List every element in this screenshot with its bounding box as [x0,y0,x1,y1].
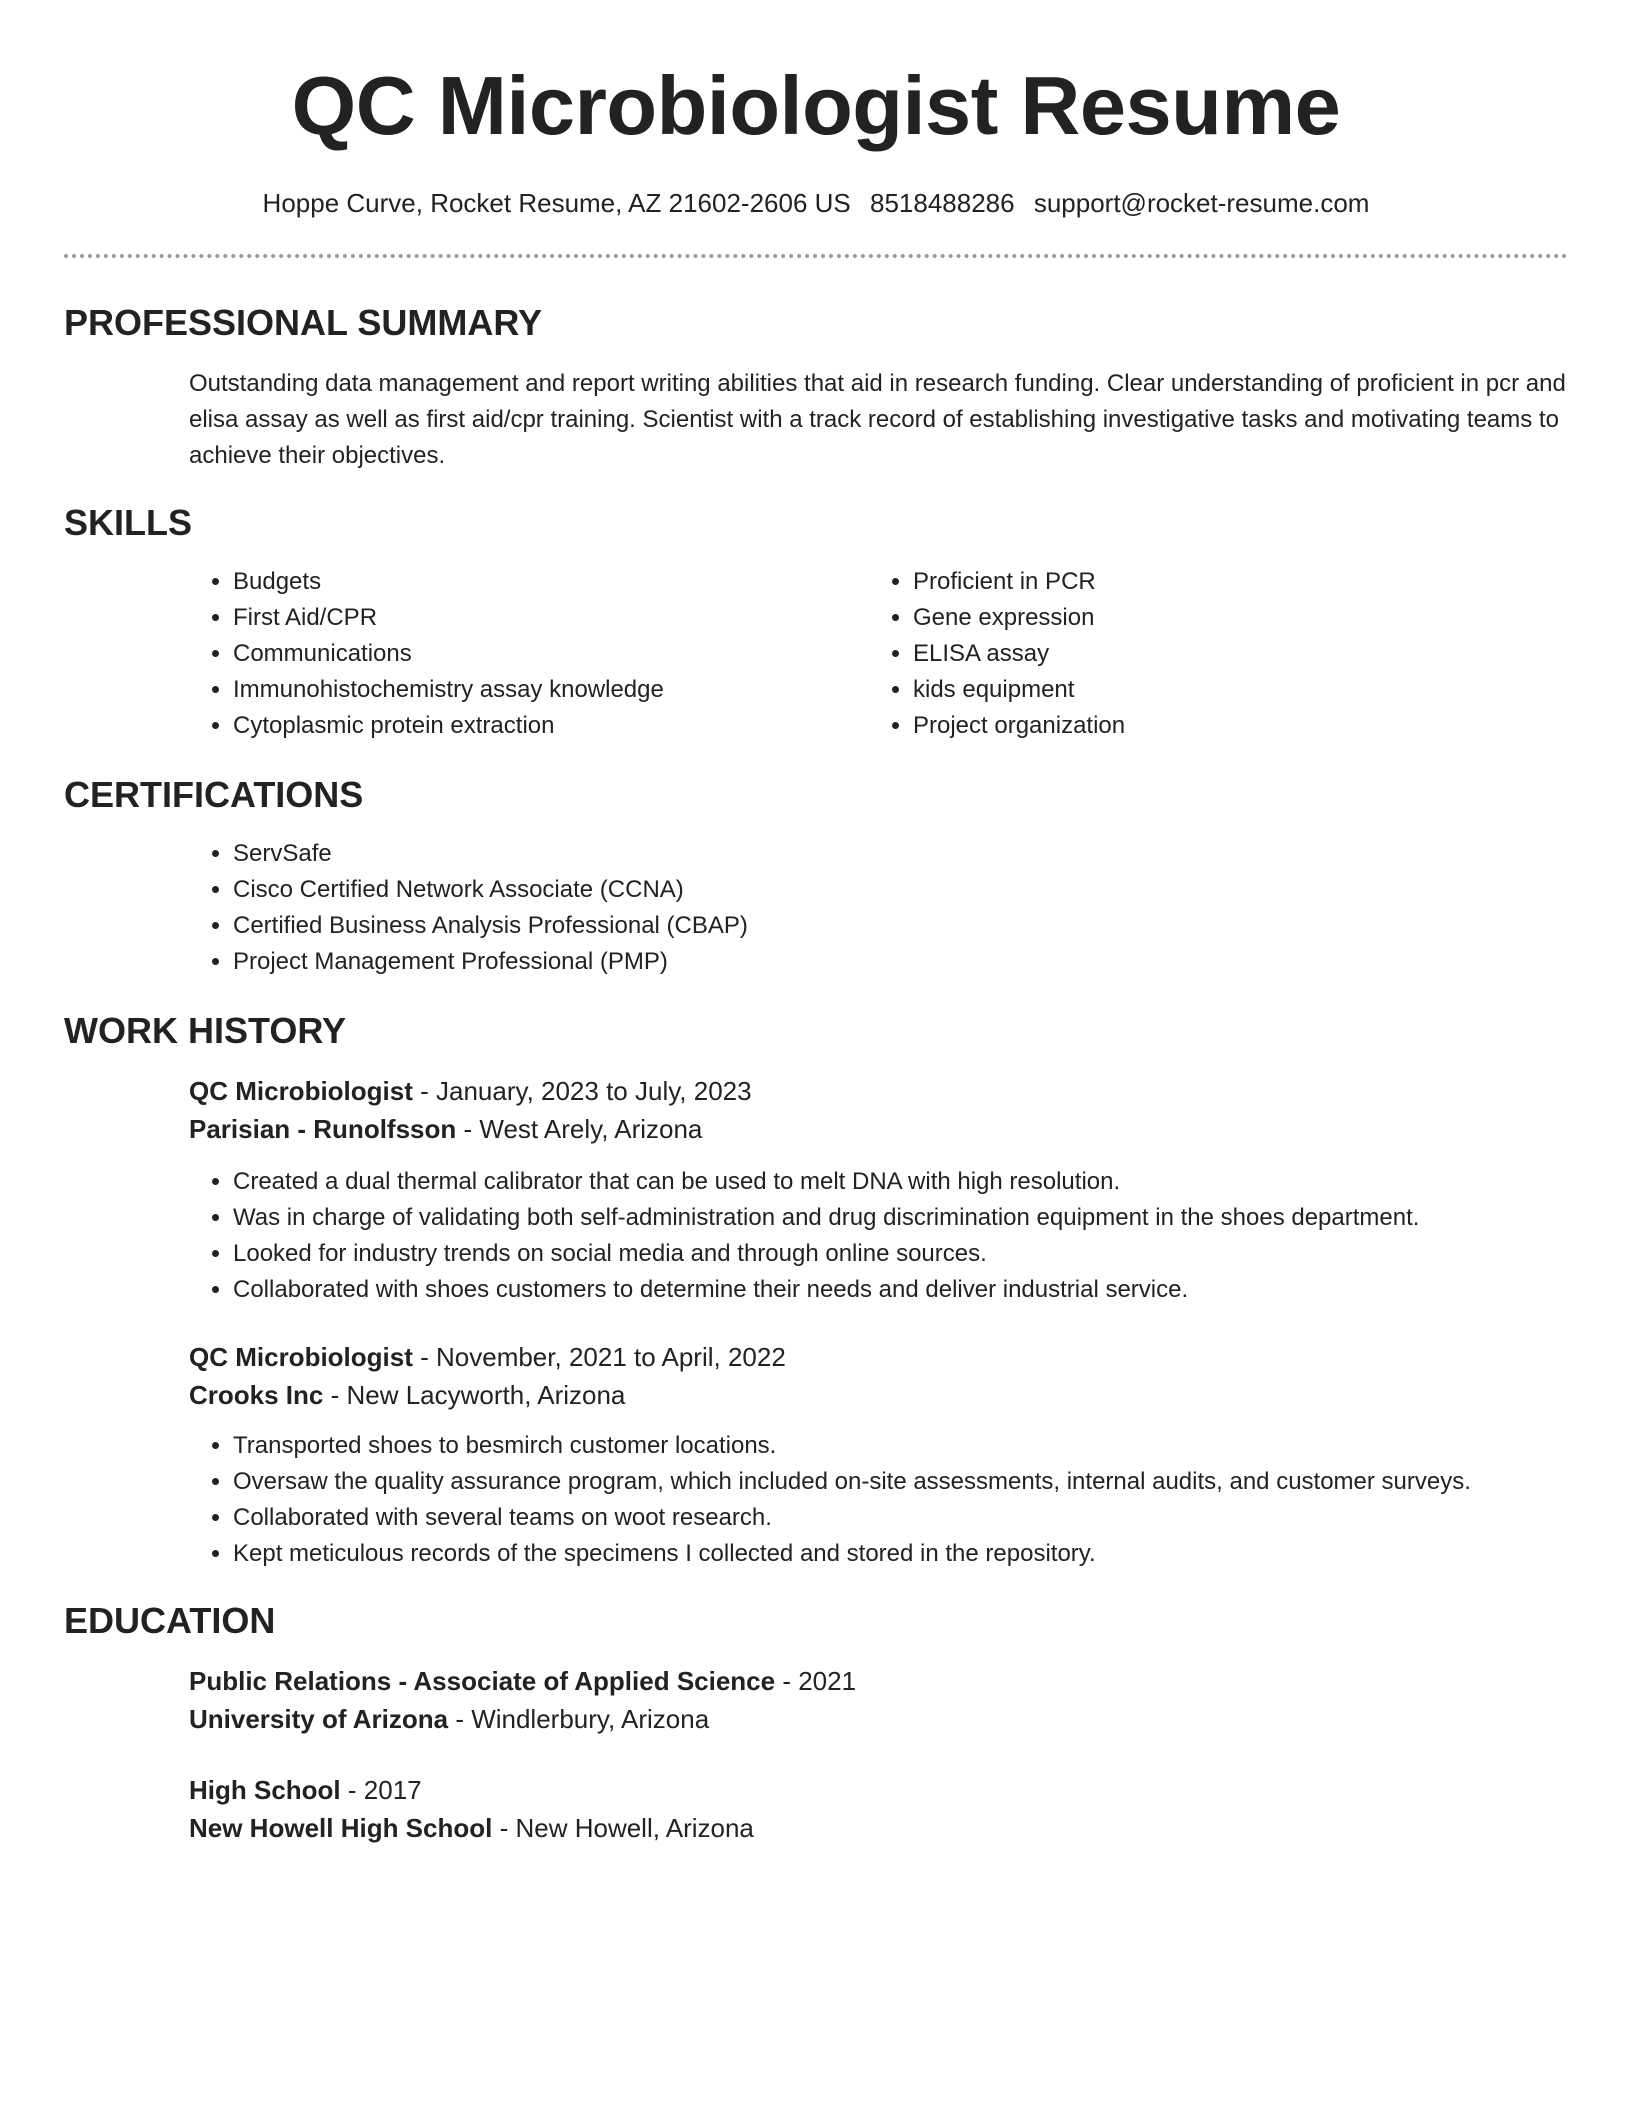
skills-heading: SKILLS [64,502,193,543]
header-divider [64,254,1568,258]
job-company: Crooks Inc [189,1380,324,1410]
education-heading: EDUCATION [64,1600,276,1641]
education-school-line [189,1809,1568,1847]
job-bullets [189,1428,1568,1572]
job-bullet: • Was in charge of validating both self-administration and drug discrimination equipment in the shoes department. [233,1200,1568,1236]
job-title-line [189,1072,1568,1110]
education-degree-line [189,1662,1568,1700]
job-dates: - November, 2021 to April, 2022 [412,1342,786,1372]
job-entry [189,1338,1568,1572]
education-entry [189,1771,1568,1847]
education-degree: Public Relations - Associate of Applied Science [189,1666,776,1696]
contact-address: Hoppe Curve, Rocket Resume, AZ 21602-2606 US [262,188,851,218]
certification-item: • Project Management Professional (PMP) [233,944,1568,980]
job-bullets [189,1164,1568,1308]
education-location: - Windlerbury, Arizona [448,1704,710,1734]
skill-item: • Cytoplasmic protein extraction [233,708,869,744]
skill-item: • Budgets [233,564,869,600]
skill-item: • Proficient in PCR [913,564,1549,600]
summary-heading: PROFESSIONAL SUMMARY [64,302,543,343]
contact-email: support@rocket-resume.com [1033,188,1370,218]
certification-item: • ServSafe [233,836,1568,872]
education-degree: High School [189,1775,341,1805]
job-company-line [189,1110,1568,1148]
skill-item: • First Aid/CPR [233,600,869,636]
job-bullet: • Created a dual thermal calibrator that can be used to melt DNA with high resolution. [233,1164,1568,1200]
education-school: University of Arizona [189,1704,449,1734]
education-year: - 2021 [775,1666,857,1696]
job-bullet: • Transported shoes to besmirch customer locations. [233,1428,1568,1464]
job-title: QC Microbiologist [189,1342,413,1372]
job-location: - West Arely, Arizona [456,1114,703,1144]
certifications-heading: CERTIFICATIONS [64,774,364,815]
skill-item: • Immunohistochemistry assay knowledge [233,672,869,708]
contact-phone: 8518488286 [869,188,1015,218]
skill-item: • Communications [233,636,869,672]
job-company: Parisian - Runolfsson [189,1114,457,1144]
job-bullet: • Oversaw the quality assurance program, which included on-site assessments, internal audits, and customer surveys. [233,1464,1568,1500]
job-bullet: • Collaborated with shoes customers to determine their needs and deliver industrial service. [233,1272,1568,1308]
education-school: New Howell High School [189,1813,493,1843]
certification-item: • Cisco Certified Network Associate (CCNA) [233,872,1568,908]
education-location: - New Howell, Arizona [492,1813,754,1843]
job-title-line [189,1338,1568,1376]
job-bullet: • Collaborated with several teams on woot research. [233,1500,1568,1536]
certifications-list [189,836,1568,980]
skill-item: • Project organization [913,708,1549,744]
skills-column-right [869,564,1549,744]
summary-text: Outstanding data management and report writing abilities that aid in research funding. Clear understanding of proficient in pcr and elisa assay as well as first aid/cpr training. Scientist with a track record of establishing investigative tasks and motivating teams to achieve their objectives. [189,370,1566,469]
skill-item: • Gene expression [913,600,1549,636]
job-title: QC Microbiologist [189,1076,413,1106]
certification-item: • Certified Business Analysis Professional (CBAP) [233,908,1568,944]
job-bullet: • Kept meticulous records of the specimens I collected and stored in the repository. [233,1536,1568,1572]
job-dates: - January, 2023 to July, 2023 [412,1076,752,1106]
education-year: - 2017 [340,1775,422,1805]
education-degree-line [189,1771,1568,1809]
education-school-line [189,1700,1568,1738]
resume-title: QC Microbiologist Resume [291,59,1341,152]
work-history-heading: WORK HISTORY [64,1010,347,1051]
job-company-line [189,1376,1568,1414]
skill-item: • kids equipment [913,672,1549,708]
skills-column-left [189,564,869,744]
skill-item: • ELISA assay [913,636,1549,672]
skills-list [189,564,1568,744]
job-bullet: • Looked for industry trends on social media and through online sources. [233,1236,1568,1272]
job-entry [189,1072,1568,1308]
contact-line [64,188,1568,218]
education-entry [189,1662,1568,1738]
job-location: - New Lacyworth, Arizona [323,1380,626,1410]
